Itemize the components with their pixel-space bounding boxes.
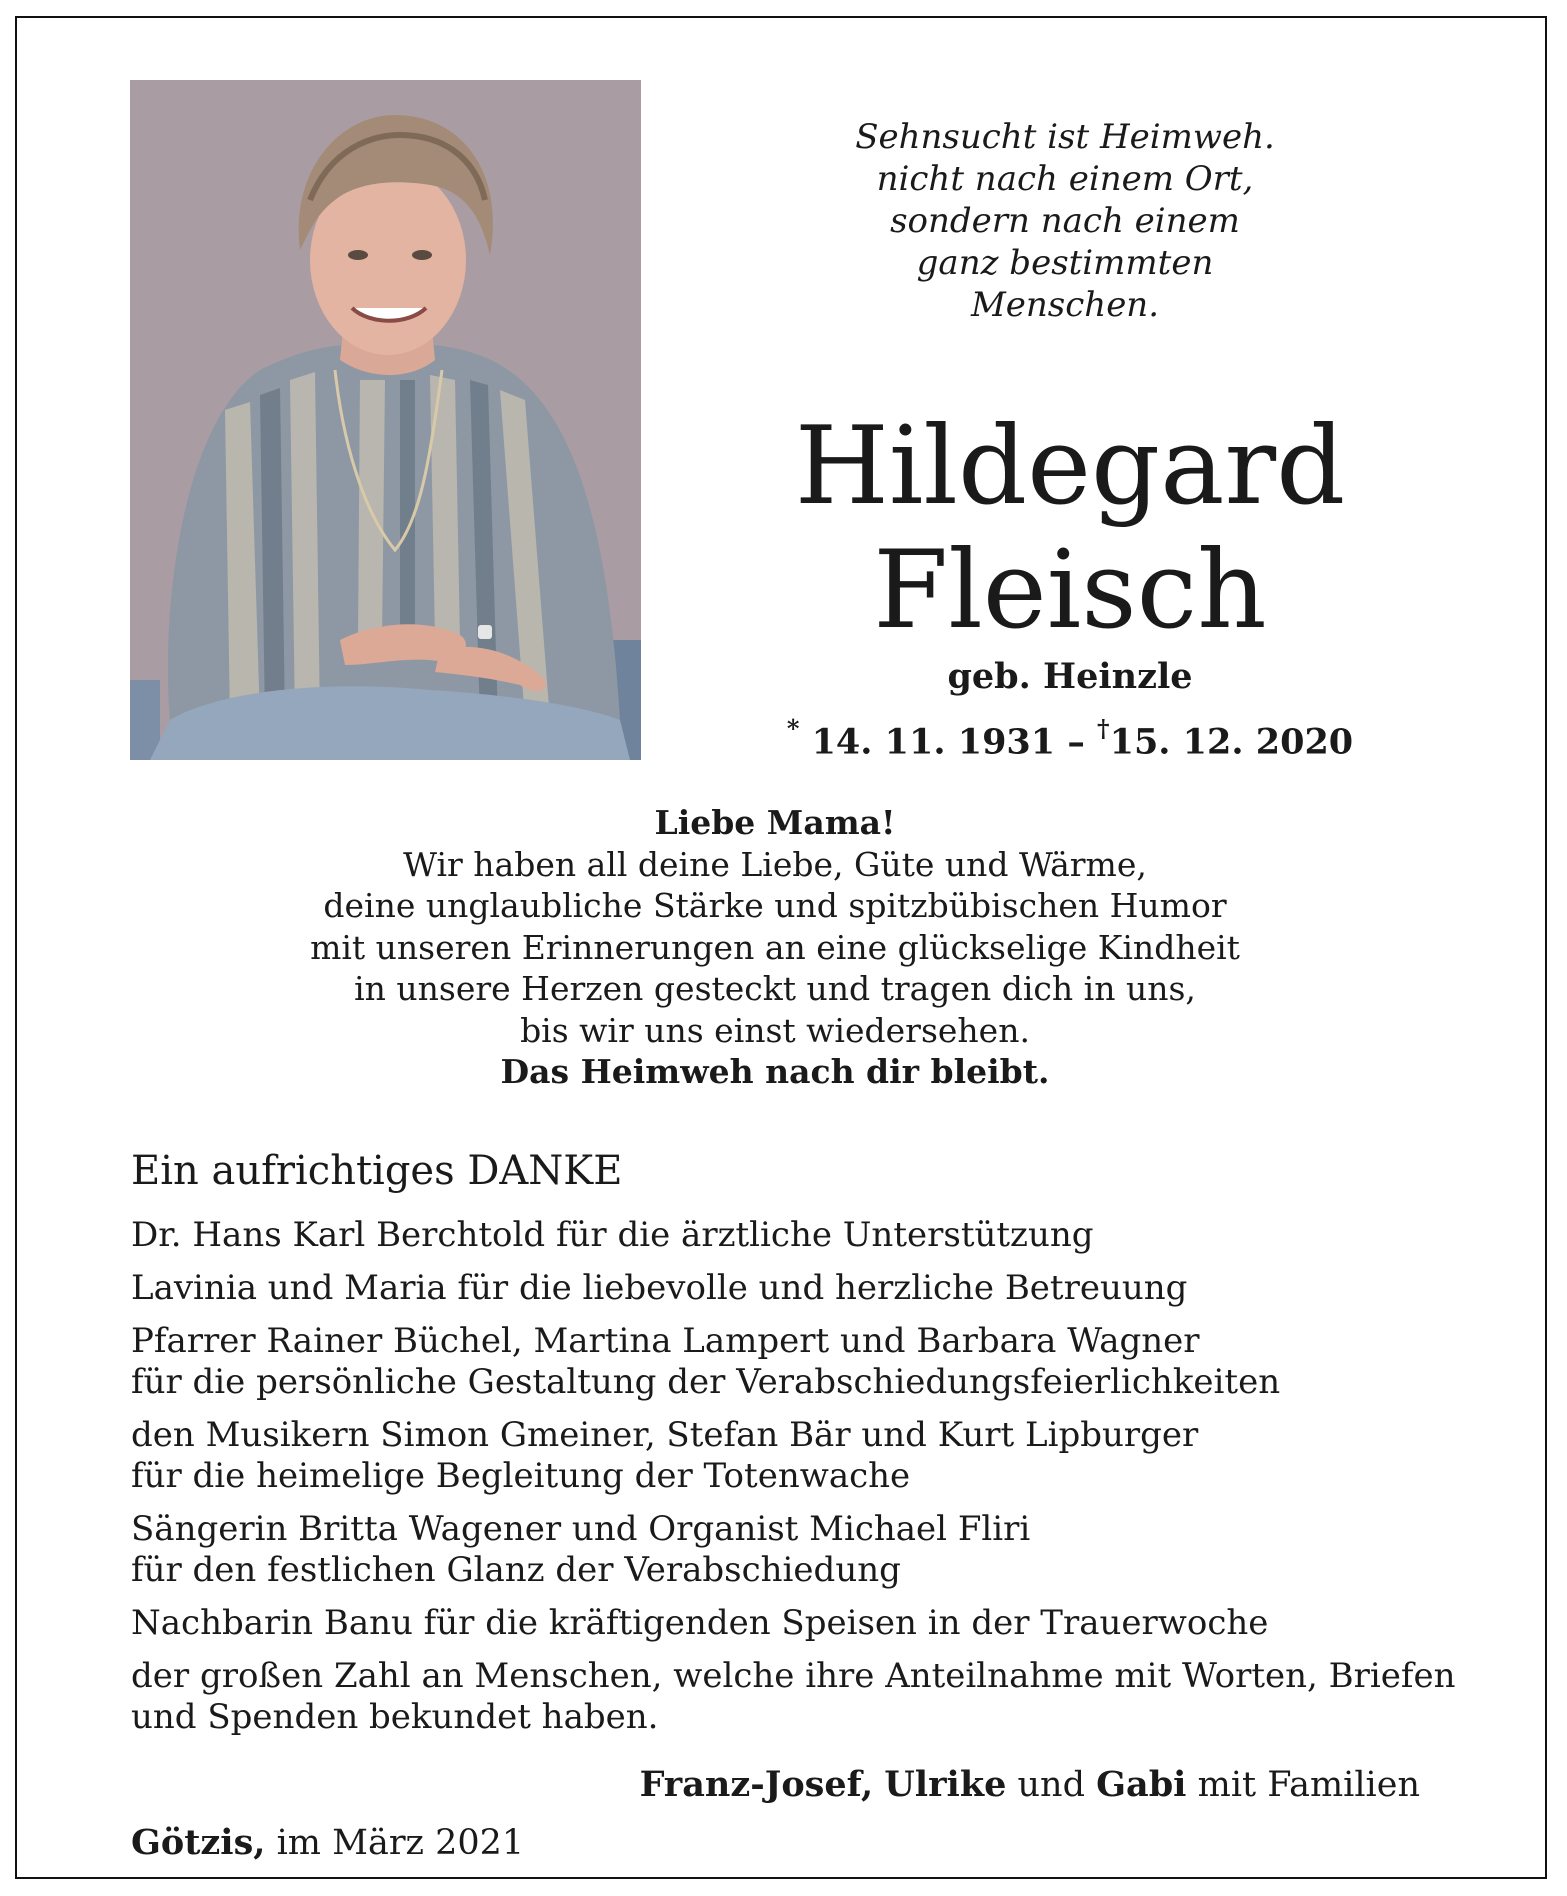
signer-name: Gabi (1096, 1764, 1187, 1805)
thanks-entry (131, 1321, 1451, 1403)
portrait-illustration (130, 80, 641, 760)
birth-name: geb. Heinzle (947, 656, 1193, 697)
message-closing: Das Heimweh nach dir bleibt. (500, 1052, 1050, 1091)
thanks-line: für die heimelige Begleitung der Totenwache (131, 1456, 911, 1496)
message-line: Wir haben all deine Liebe, Güte und Wärme, (403, 844, 1147, 884)
deceased-name (760, 405, 1380, 653)
thanks-entry (131, 1509, 1451, 1591)
message-greeting: Liebe Mama! (654, 803, 896, 842)
thanks-heading: Ein aufrichtiges DANKE (131, 1148, 623, 1194)
thanks-entry (131, 1656, 1456, 1738)
thanks-entry (131, 1268, 1451, 1309)
quote-line: sondern nach einem (890, 201, 1240, 241)
thanks-line: Dr. Hans Karl Berchtold für die ärztliche Unterstützung (131, 1215, 1094, 1255)
thanks-entry (131, 1215, 1451, 1256)
thanks-line: Lavinia und Maria für die liebevolle und herzliche Betreuung (131, 1268, 1188, 1308)
quote-line: nicht nach einem Ort, (876, 159, 1254, 199)
quote-line: Sehnsucht ist Heimweh. (855, 117, 1275, 157)
signer-name: Ulrike (884, 1764, 1007, 1805)
quote (800, 116, 1330, 326)
thanks-line: für den festlichen Glanz der Verabschiedung (131, 1550, 901, 1590)
place-date-text: im März 2021 (276, 1823, 525, 1863)
personal-message (200, 802, 1350, 1093)
thanks-line: Nachbarin Banu für die kräftigenden Speisen in der Trauerwoche (131, 1603, 1269, 1643)
signature (600, 1764, 1420, 1805)
place-town: Götzis, (131, 1822, 266, 1863)
last-name: Fleisch (873, 528, 1267, 653)
thanks-line: der großen Zahl an Menschen, welche ihre Anteilnahme mit Worten, Briefen (131, 1656, 1456, 1696)
death-date: 15. 12. 2020 (1109, 721, 1354, 763)
message-line: in unsere Herzen gesteckt und tragen dich in uns, (354, 969, 1196, 1008)
life-dates (760, 714, 1380, 763)
first-name: Hildegard (794, 404, 1346, 529)
birth-symbol: * (786, 714, 800, 743)
thanks-line: Pfarrer Rainer Büchel, Martina Lampert und Barbara Wagner (131, 1321, 1200, 1361)
thanks-line: Sängerin Britta Wagener und Organist Michael Fliri (131, 1509, 1031, 1549)
signature-conjunction: und (1017, 1765, 1085, 1805)
portrait-photo (130, 80, 641, 760)
thanks-entry (131, 1603, 1451, 1644)
signer-name: Franz-Josef, (639, 1764, 874, 1805)
quote-line: Menschen. (970, 285, 1160, 325)
place-date (131, 1822, 524, 1863)
thanks-line: und Spenden bekundet haben. (131, 1697, 659, 1737)
message-line: bis wir uns einst wiedersehen. (520, 1010, 1030, 1050)
birth-date: 14. 11. 1931 (811, 721, 1056, 763)
thanks-list (131, 1215, 1456, 1750)
signature-suffix: mit Familien (1197, 1765, 1420, 1805)
thanks-line: den Musikern Simon Gmeiner, Stefan Bär und Kurt Lipburger (131, 1415, 1199, 1455)
thanks-entry (131, 1415, 1451, 1497)
thanks-line: für die persönliche Gestaltung der Verabschiedungsfeierlichkeiten (131, 1362, 1281, 1402)
death-symbol: † (1097, 714, 1110, 743)
message-line: mit unseren Erinnerungen an eine glückselige Kindheit (310, 927, 1240, 967)
message-line: deine unglaubliche Stärke und spitzbübischen Humor (323, 886, 1227, 925)
quote-line: ganz bestimmten (916, 243, 1214, 283)
date-separator: – (1067, 721, 1085, 763)
